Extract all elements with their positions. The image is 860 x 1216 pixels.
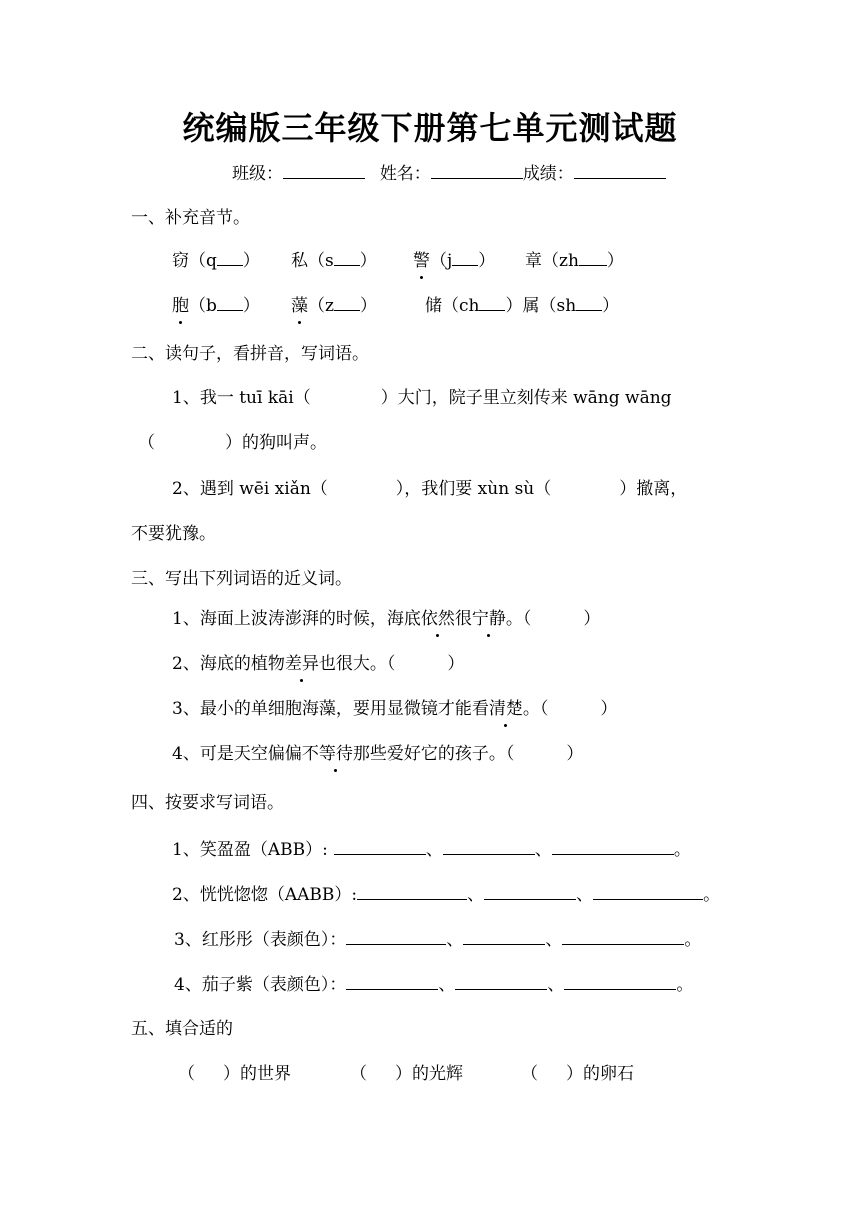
section3-heading: 三、写出下列词语的近义词。 [131, 569, 352, 589]
syllable-blank[interactable] [217, 292, 243, 311]
s1-item: 私（s ） [291, 247, 377, 274]
s1-item: 藻（z ） [291, 292, 377, 319]
s3-q2: 2、海底的植物差异也很大。（ ） [172, 651, 464, 677]
answer-blank[interactable] [443, 836, 535, 855]
s4-q3: 3、红彤彤（表颜色）： 、 、 。 [174, 926, 701, 953]
syllable-blank[interactable] [217, 247, 243, 266]
answer-blank[interactable] [357, 881, 467, 900]
s2-q1-line2: （ ）的狗叫声。 [138, 433, 327, 453]
page-title: 统编版三年级下册第七单元测试题 [182, 109, 678, 147]
syllable-blank[interactable] [579, 247, 607, 266]
syllable-blank[interactable] [452, 247, 478, 266]
answer-blank[interactable] [484, 881, 576, 900]
s1-item: 储（ch ）属（sh ） [425, 292, 619, 319]
s5-item: （ ）的卵石 [521, 1064, 634, 1084]
s3-q4: 4、可是天空偏偏不等待那些爱好它的孩子。（ ） [172, 741, 583, 767]
s2-q2-line2: 不要犹豫。 [131, 524, 216, 544]
s1-item: 胞（b ） [172, 292, 260, 319]
syllable-blank[interactable] [334, 292, 360, 311]
answer-blank[interactable] [564, 971, 676, 990]
name-label: 姓名： [379, 164, 431, 184]
s4-q4: 4、茄子紫（表颜色）： 、 、 。 [174, 971, 693, 998]
class-label: 班级： [232, 164, 283, 184]
s3-q3: 3、最小的单细胞海藻，要用显微镜才能看清楚。（ ） [172, 696, 617, 722]
syllable-blank[interactable] [479, 292, 505, 311]
s2-q1-line1: 1、我一 tuī kāi（ ）大门，院子里立刻传来 wāng wāng [172, 388, 672, 408]
section4-heading: 四、按要求写词语。 [131, 793, 284, 813]
s1-item: 章（zh ） [525, 247, 624, 274]
answer-blank[interactable] [346, 926, 446, 945]
answer-blank[interactable] [463, 926, 545, 945]
answer-blank[interactable] [455, 971, 547, 990]
syllable-blank[interactable] [334, 247, 360, 266]
score-label: 成绩： [522, 164, 574, 184]
answer-blank[interactable] [552, 836, 674, 855]
answer-blank[interactable] [334, 836, 426, 855]
s5-item: （ ）的光辉 [350, 1064, 463, 1084]
s5-item: （ ）的世界 [178, 1064, 291, 1084]
class-blank[interactable] [283, 160, 365, 179]
answer-blank[interactable] [593, 881, 703, 900]
answer-blank[interactable] [346, 971, 438, 990]
s4-q2: 2、恍恍惚惚（AABB）: 、 、 。 [172, 881, 720, 908]
s3-q1: 1、海面上波涛澎湃的时候，海底依然很宁静。（ ） [172, 606, 600, 632]
score-blank[interactable] [574, 160, 666, 179]
info-line [232, 160, 666, 187]
section2-heading: 二、读句子，看拼音，写词语。 [131, 344, 369, 364]
section5-heading: 五、填合适的 [131, 1019, 233, 1039]
s4-q1: 1、笑盈盈（ABB）: 、 、 。 [172, 836, 691, 863]
syllable-blank[interactable] [576, 292, 602, 311]
name-blank[interactable] [431, 160, 523, 179]
s1-item: 警（j ） [413, 247, 495, 274]
answer-blank[interactable] [562, 926, 684, 945]
section1-heading: 一、补充音节。 [131, 208, 250, 228]
s2-q2-line1: 2、遇到 wēi xiǎn（ ），我们要 xùn sù（ ）撤离， [172, 479, 688, 499]
s1-item: 窃（q ） [172, 247, 260, 274]
